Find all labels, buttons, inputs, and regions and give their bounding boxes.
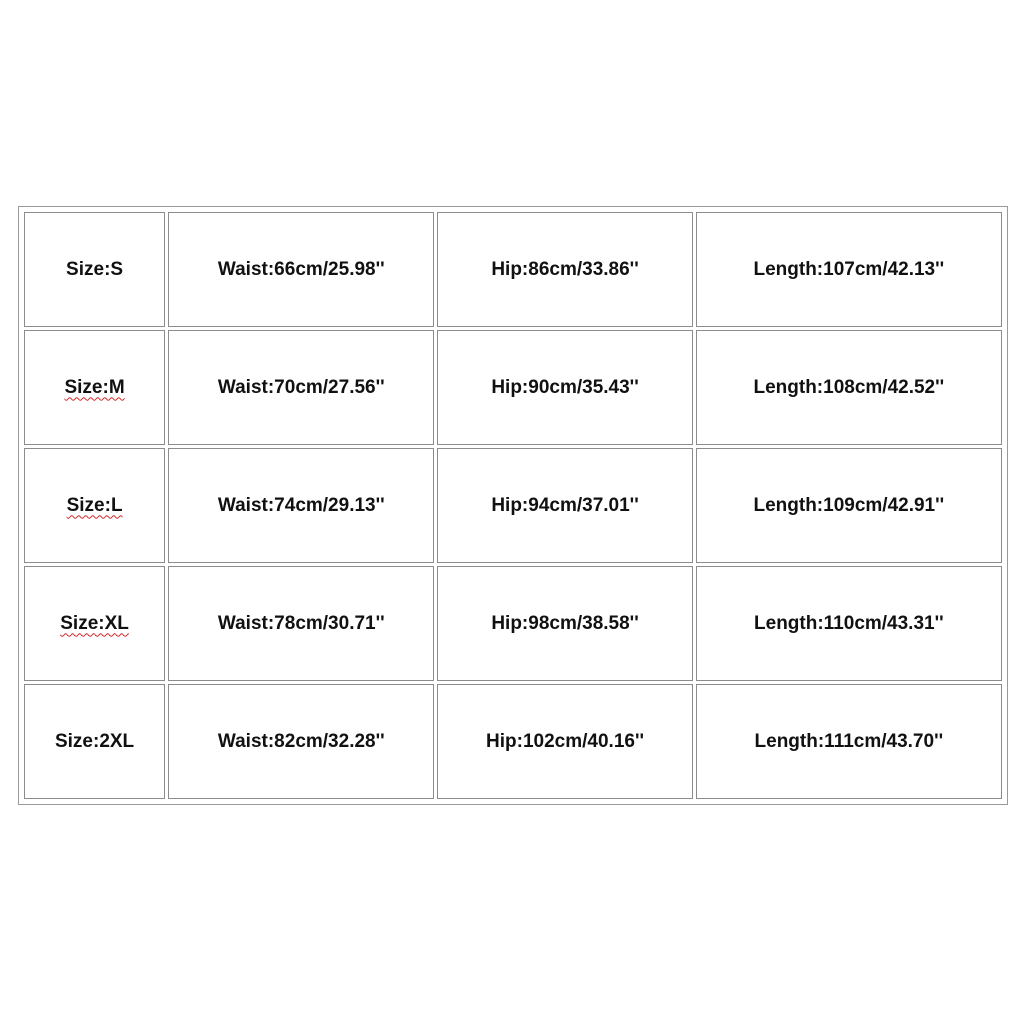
- waist-value: Waist:74cm/29.13'': [217, 494, 385, 516]
- size-label: Size:XL: [60, 612, 129, 634]
- hip-cell: [437, 330, 692, 445]
- table-row: [24, 566, 1002, 681]
- hip-cell: [437, 566, 692, 681]
- hip-value: Hip:94cm/37.01'': [491, 494, 639, 516]
- waist-value: Waist:70cm/27.56'': [217, 376, 385, 398]
- size-chart: [18, 206, 1008, 805]
- size-label: Size:S: [66, 258, 124, 280]
- size-label: Size:L: [66, 494, 123, 516]
- hip-cell: [437, 212, 692, 327]
- length-value: Length:107cm/42.13'': [753, 258, 945, 280]
- size-table: [21, 209, 1005, 802]
- waist-cell: [168, 684, 434, 799]
- length-value: Length:110cm/43.31'': [754, 612, 944, 634]
- waist-value: Waist:82cm/32.28'': [217, 730, 385, 752]
- table-row: [24, 330, 1002, 445]
- hip-cell: [437, 684, 692, 799]
- length-value: Length:108cm/42.52'': [753, 376, 945, 398]
- table-row: [24, 448, 1002, 563]
- hip-cell: [437, 448, 692, 563]
- hip-value: Hip:90cm/35.43'': [491, 376, 639, 398]
- waist-cell: [168, 566, 434, 681]
- length-value: Length:109cm/42.91'': [753, 494, 945, 516]
- length-cell: [696, 684, 1002, 799]
- waist-cell: [168, 448, 434, 563]
- size-cell: [24, 684, 165, 799]
- size-cell: [24, 330, 165, 445]
- length-cell: [696, 566, 1002, 681]
- length-cell: [696, 212, 1002, 327]
- size-cell: [24, 212, 165, 327]
- table-row: [24, 684, 1002, 799]
- waist-value: Waist:78cm/30.71'': [217, 612, 385, 634]
- size-cell: [24, 566, 165, 681]
- length-cell: [696, 330, 1002, 445]
- size-label: Size:M: [64, 376, 125, 398]
- hip-value: Hip:102cm/40.16'': [486, 730, 645, 752]
- hip-value: Hip:86cm/33.86'': [491, 258, 639, 280]
- waist-cell: [168, 330, 434, 445]
- waist-cell: [168, 212, 434, 327]
- waist-value: Waist:66cm/25.98'': [217, 258, 385, 280]
- table-row: [24, 212, 1002, 327]
- hip-value: Hip:98cm/38.58'': [491, 612, 639, 634]
- size-cell: [24, 448, 165, 563]
- size-label: Size:2XL: [54, 730, 135, 752]
- length-cell: [696, 448, 1002, 563]
- length-value: Length:111cm/43.70'': [754, 730, 944, 752]
